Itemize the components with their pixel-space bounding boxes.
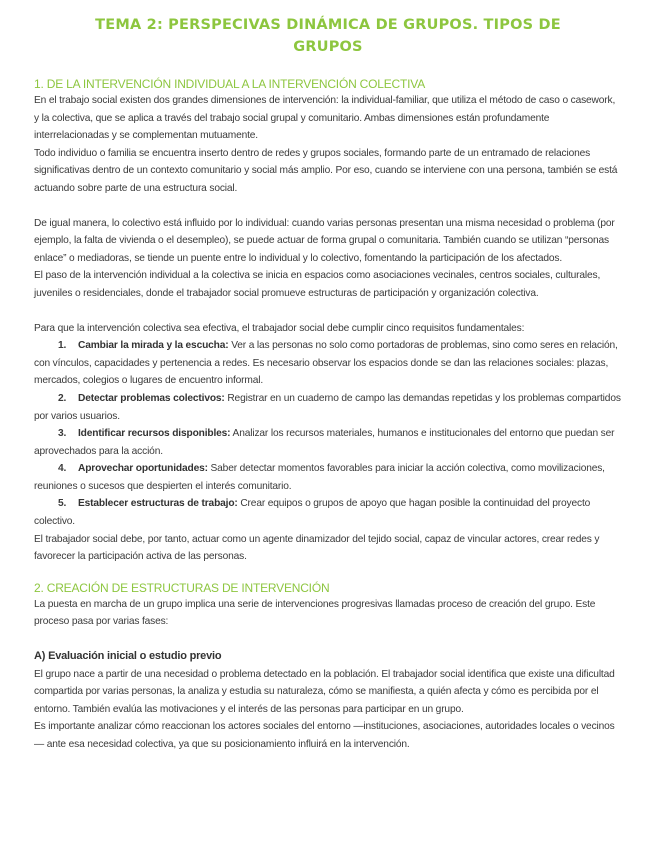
section-1-paragraph-1: En el trabajo social existen dos grandes dimensiones de intervención: la individual-familiar, que utiliza el método de caso o casework, y la colectiva, que se aplica a través del trabajo social grupal y comunitario. Ambas dimensiones están profundamente interrelacionadas y se complementan mutuamente.	[34, 95, 616, 142]
section-1-paragraph-4: El paso de la intervención individual a la colectiva se inicia en espacios como asociaciones vecinales, centros sociales, culturales, juveniles o residenciales, donde el trabajador social promueve estructuras de participación y organización colectiva.	[34, 270, 601, 299]
requirement-text: Analizar los recursos materiales, humanos e institucionales del entorno que puedan ser aprovechados para la acción.	[34, 428, 615, 457]
requirements-list	[34, 337, 622, 531]
section-2-paragraph-1: La puesta en marcha de un grupo implica una serie de intervenciones progresivas llamadas proceso de creación del grupo. Este proceso pasa por varias fases:	[34, 598, 596, 628]
section-2	[34, 580, 622, 754]
section-1	[34, 76, 622, 566]
page-title: TEMA 2: PERSPECIVAS DINÁMICA DE GRUPOS. TIPOS DE GRUPOS	[95, 17, 561, 55]
requirement-title: Establecer estructuras de trabajo:	[78, 498, 238, 510]
requirement-item	[34, 495, 622, 530]
requirement-title: Detectar problemas colectivos:	[78, 392, 225, 404]
requirement-number: 5.	[58, 498, 67, 510]
section-spacer	[34, 566, 622, 580]
requirement-number: 4.	[58, 463, 67, 475]
requirement-number: 1.	[58, 340, 67, 352]
section-1-heading: 1. DE LA INTERVENCIÓN INDIVIDUAL A LA INTERVENCIÓN COLECTIVA	[34, 77, 426, 91]
requirement-text: Saber detectar momentos favorables para iniciar la acción colectiva, como movilizaciones, reuniones o sucesos que despierten el interés comunitario.	[34, 463, 605, 492]
requirement-title: Aprovechar oportunidades:	[78, 463, 208, 475]
requirement-item	[34, 337, 622, 390]
requirement-number: 2.	[58, 392, 67, 404]
section-1-paragraph-5: Para que la intervención colectiva sea efectiva, el trabajador social debe cumplir cinco requisitos fundamentales:	[34, 322, 525, 334]
paragraph-spacer	[34, 198, 622, 215]
section-1-paragraph-2: Todo individuo o familia se encuentra inserto dentro de redes y grupos sociales, formando parte de un entramado de relaciones significativas dentro de un contexto comunitario y social más amplio. Por eso, cuando se interviene con una persona, también se está actuando sobre parte de una estructura social.	[34, 147, 618, 194]
section-2-paragraph-2: El grupo nace a partir de una necesidad o problema detectado en la población. El trabajador social identifica que existe una dificultad compartida por varias personas, la analiza y estudia su naturaleza, cómo se manifiesta, a quién afecta y cómo es percibida por el entorno. También evalúa las motivaciones y el interés de las personas para participar en un grupo.	[34, 668, 615, 715]
requirement-item	[34, 460, 622, 495]
requirement-text: Registrar en un cuaderno de campo las demandas repetidas y los problemas compartidos por varios usuarios.	[34, 392, 621, 422]
section-1-paragraph-3: De igual manera, lo colectivo está influido por lo individual: cuando varias personas presentan una misma necesidad o problema (por ejemplo, la falta de vivienda o el desempleo), se puede actuar de forma grupal o comunitaria. También cuando se utilizan “personas enlace” o mediadoras, se tiende un puente entre lo individual y lo colectivo, fomentando la participación de los afectados.	[34, 217, 615, 264]
section-2-heading: 2. CREACIÓN DE ESTRUCTURAS DE INTERVENCIÓN	[34, 580, 330, 595]
requirement-title: Cambiar la mirada y la escucha:	[78, 340, 229, 352]
section-1-paragraph-6: El trabajador social debe, por tanto, actuar como un agente dinamizador del tejido social, capaz de vincular actores, crear redes y favorecer la participación activa de las personas.	[34, 533, 600, 563]
section-2-paragraph-3: Es importante analizar cómo reaccionan los actores sociales del entorno —instituciones, asociaciones, autoridades locales o vecinos— ante esa necesidad colectiva, ya que su posicionamiento influirá en la intervención.	[34, 721, 615, 750]
requirement-text: Ver a las personas no solo como portadoras de problemas, sino como seres en relación, con vínculos, capacidades y pertenencia a redes. Es necesario observar los espacios donde se dan las relaciones sociales: plazas, mercados, colegios o lugares de encuentro informal.	[34, 340, 618, 387]
requirement-item	[34, 425, 622, 460]
paragraph-spacer	[34, 303, 622, 320]
requirement-item	[34, 390, 622, 425]
section-2-subheading: A) Evaluación inicial o estudio previo	[34, 650, 222, 663]
requirement-title: Identificar recursos disponibles:	[78, 428, 231, 440]
requirement-number: 3.	[58, 428, 67, 440]
requirement-text: Crear equipos o grupos de apoyo que hagan posible la continuidad del proyecto colectivo.	[34, 498, 591, 528]
paragraph-spacer	[34, 631, 622, 648]
